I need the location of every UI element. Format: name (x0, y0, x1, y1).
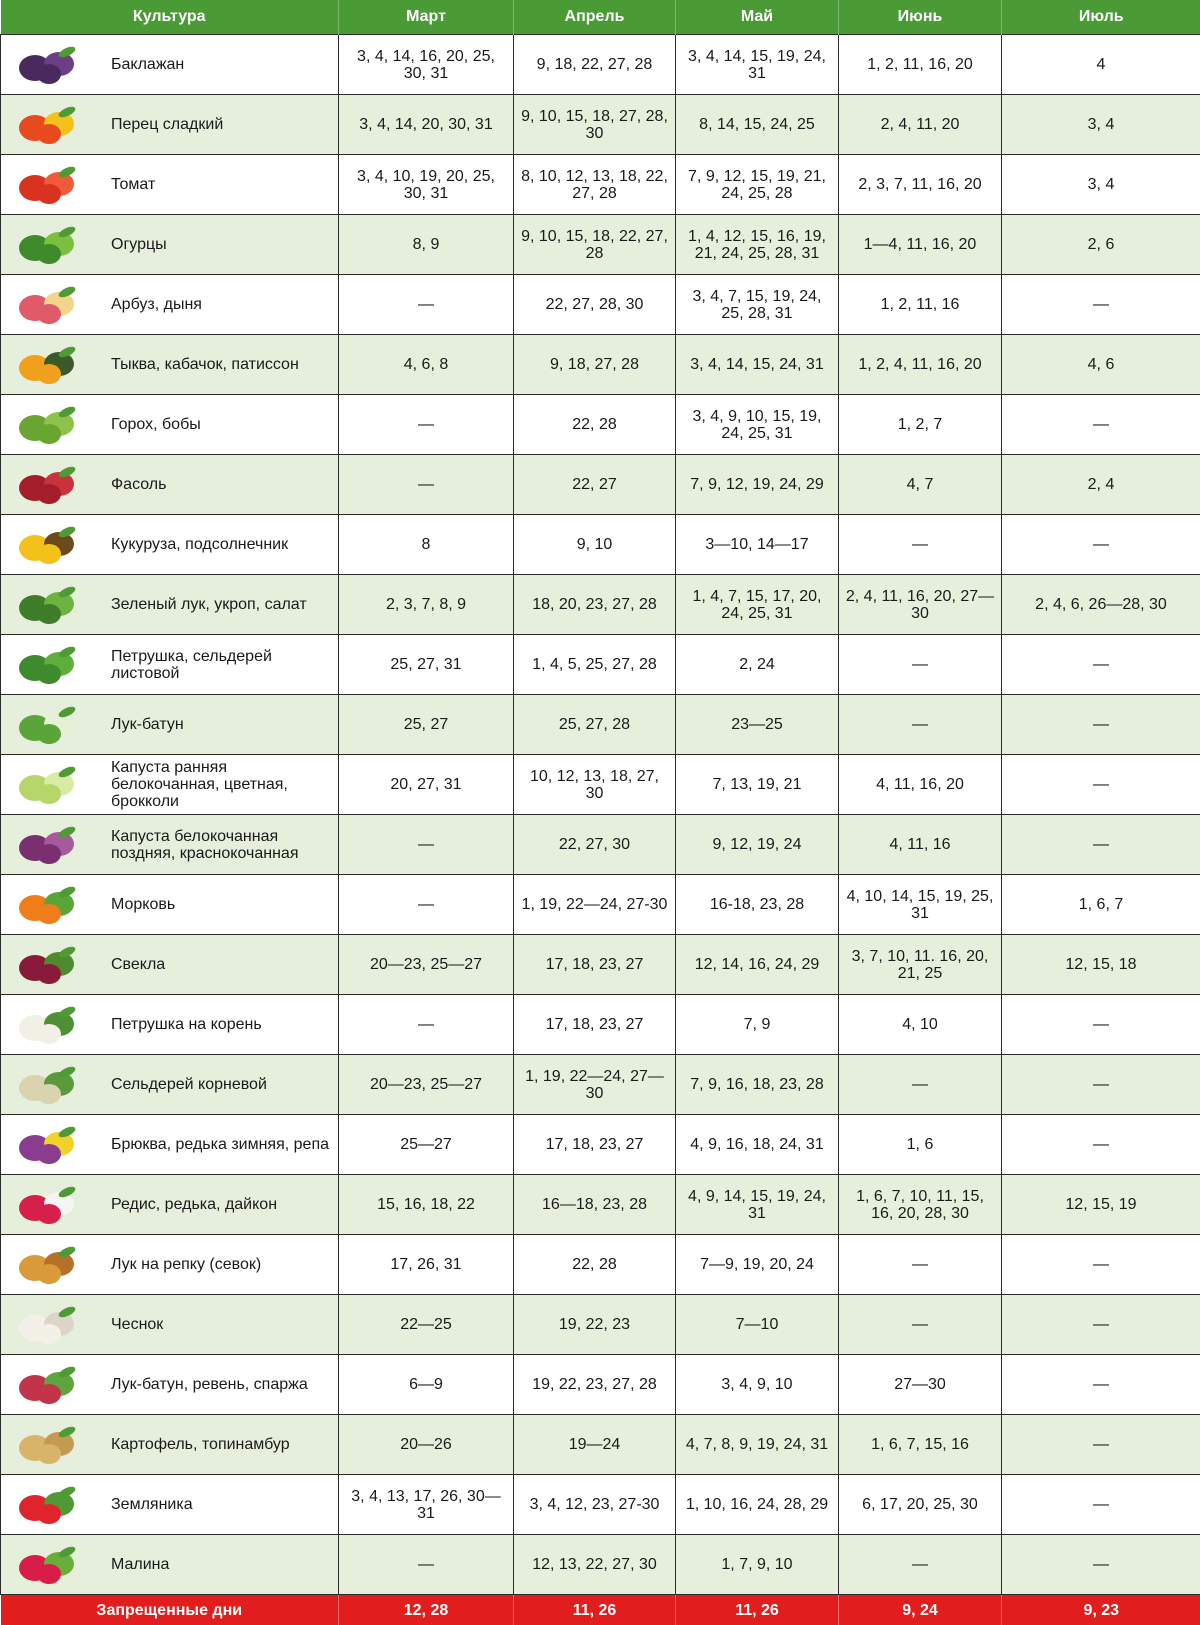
crop-cell (1, 1175, 339, 1235)
dates-april: 9, 18, 22, 27, 28 (514, 35, 676, 95)
crop-name: Лук на репку (севок) (111, 1256, 334, 1273)
dates-april: 17, 18, 23, 27 (514, 995, 676, 1055)
dates-may: 4, 7, 8, 9, 19, 24, 31 (676, 1415, 839, 1475)
dates-june: 4, 7 (839, 455, 1002, 515)
dates-april: 22, 27, 30 (514, 815, 676, 875)
table-row (1, 1235, 1200, 1295)
dates-april: 19—24 (514, 1415, 676, 1475)
header-march: Март (339, 0, 514, 35)
dates-march: 2, 3, 7, 8, 9 (339, 575, 514, 635)
dates-july: — (1002, 995, 1200, 1055)
cabbage-icon (5, 760, 93, 810)
dates-april: 22, 27 (514, 455, 676, 515)
header-may: Май (676, 0, 839, 35)
dates-march: 3, 4, 13, 17, 26, 30—31 (339, 1475, 514, 1535)
table-row (1, 455, 1200, 515)
header-row (1, 0, 1200, 35)
celeriac-icon (5, 1060, 93, 1110)
dates-april: 18, 20, 23, 27, 28 (514, 575, 676, 635)
table-row (1, 1355, 1200, 1415)
dates-may: 7—9, 19, 20, 24 (676, 1235, 839, 1295)
forbidden-days-row (1, 1595, 1200, 1625)
dates-june: 1—4, 11, 16, 20 (839, 215, 1002, 275)
peas-icon (5, 400, 93, 450)
dates-july: — (1002, 635, 1200, 695)
dates-may: 23—25 (676, 695, 839, 755)
dates-july: 2, 4, 6, 26—28, 30 (1002, 575, 1200, 635)
dates-may: 3, 4, 14, 15, 19, 24, 31 (676, 35, 839, 95)
dates-march: 15, 16, 18, 22 (339, 1175, 514, 1235)
table-row (1, 1055, 1200, 1115)
herbs-greens-icon (5, 580, 93, 630)
dates-june: 1, 2, 11, 16 (839, 275, 1002, 335)
dates-july: — (1002, 1535, 1200, 1595)
crop-name: Зеленый лук, укроп, салат (111, 596, 334, 613)
crop-name: Огурцы (111, 236, 334, 253)
dates-march: 3, 4, 10, 19, 20, 25, 30, 31 (339, 155, 514, 215)
crop-cell (1, 575, 339, 635)
crop-name: Томат (111, 176, 334, 193)
table-row (1, 335, 1200, 395)
crop-cell (1, 1055, 339, 1115)
table-row (1, 875, 1200, 935)
header-crop: Культура (1, 0, 339, 35)
dates-march: 3, 4, 14, 20, 30, 31 (339, 95, 514, 155)
dates-may: 3, 4, 9, 10, 15, 19, 24, 25, 31 (676, 395, 839, 455)
dates-march: — (339, 275, 514, 335)
crop-name: Сельдерей корневой (111, 1076, 334, 1093)
dates-march: — (339, 815, 514, 875)
dates-july: — (1002, 1295, 1200, 1355)
crop-cell (1, 1115, 339, 1175)
dates-march: 8 (339, 515, 514, 575)
dates-june: — (839, 635, 1002, 695)
dates-june: — (839, 695, 1002, 755)
dates-may: 1, 7, 9, 10 (676, 1535, 839, 1595)
table-row (1, 155, 1200, 215)
header-july: Июль (1002, 0, 1200, 35)
dates-march: 8, 9 (339, 215, 514, 275)
crop-name: Свекла (111, 956, 334, 973)
dates-may: 16-18, 23, 28 (676, 875, 839, 935)
eggplant-icon (5, 40, 93, 90)
raspberry-icon (5, 1540, 93, 1590)
crop-cell (1, 695, 339, 755)
dates-may: 8, 14, 15, 24, 25 (676, 95, 839, 155)
dates-june: 4, 10, 14, 15, 19, 25, 31 (839, 875, 1002, 935)
table-row (1, 815, 1200, 875)
header-april: Апрель (514, 0, 676, 35)
red-cabbage-icon (5, 820, 93, 870)
dates-july: 3, 4 (1002, 155, 1200, 215)
onion-sets-icon (5, 1240, 93, 1290)
crop-name: Петрушка, сельдерей листовой (111, 648, 334, 682)
dates-march: 4, 6, 8 (339, 335, 514, 395)
turnip-icon (5, 1120, 93, 1170)
crop-cell (1, 995, 339, 1055)
forbidden-label: Запрещенные дни (1, 1595, 339, 1625)
dates-june: 4, 11, 16, 20 (839, 755, 1002, 815)
dates-july: — (1002, 1415, 1200, 1475)
crop-cell (1, 1355, 339, 1415)
dates-may: 3, 4, 7, 15, 19, 24, 25, 28, 31 (676, 275, 839, 335)
crop-cell (1, 1235, 339, 1295)
strawberry-icon (5, 1480, 93, 1530)
dates-april: 12, 13, 22, 27, 30 (514, 1535, 676, 1595)
dates-june: — (839, 1235, 1002, 1295)
dates-june: 2, 4, 11, 20 (839, 95, 1002, 155)
dates-march: 25, 27, 31 (339, 635, 514, 695)
forbidden-july: 9, 23 (1002, 1595, 1200, 1625)
dates-june: — (839, 515, 1002, 575)
dates-june: 4, 11, 16 (839, 815, 1002, 875)
watermelon-melon-icon (5, 280, 93, 330)
dates-april: 19, 22, 23 (514, 1295, 676, 1355)
dates-april: 8, 10, 12, 13, 18, 22, 27, 28 (514, 155, 676, 215)
garlic-icon (5, 1300, 93, 1350)
dates-may: 7, 9, 12, 15, 19, 21, 24, 25, 28 (676, 155, 839, 215)
dates-june: 6, 17, 20, 25, 30 (839, 1475, 1002, 1535)
dates-june: 1, 6, 7, 10, 11, 15, 16, 20, 28, 30 (839, 1175, 1002, 1235)
crop-cell (1, 515, 339, 575)
dates-june: — (839, 1295, 1002, 1355)
table-row (1, 1175, 1200, 1235)
crop-cell (1, 95, 339, 155)
crop-name: Фасоль (111, 476, 334, 493)
dates-april: 10, 12, 13, 18, 27, 30 (514, 755, 676, 815)
table-row (1, 635, 1200, 695)
dates-july: — (1002, 1475, 1200, 1535)
crop-name: Кукуруза, подсолнечник (111, 536, 334, 553)
table-row (1, 995, 1200, 1055)
crop-cell (1, 215, 339, 275)
dates-may: 3—10, 14—17 (676, 515, 839, 575)
dates-april: 1, 19, 22—24, 27—30 (514, 1055, 676, 1115)
table-row (1, 395, 1200, 455)
crop-name: Петрушка на корень (111, 1016, 334, 1033)
dates-march: 3, 4, 14, 16, 20, 25, 30, 31 (339, 35, 514, 95)
dates-may: 1, 4, 12, 15, 16, 19, 21, 24, 25, 28, 31 (676, 215, 839, 275)
crop-cell (1, 1535, 339, 1595)
dates-june: — (839, 1535, 1002, 1595)
dates-march: 20—23, 25—27 (339, 1055, 514, 1115)
dates-april: 9, 10 (514, 515, 676, 575)
table-row (1, 695, 1200, 755)
dates-april: 9, 10, 15, 18, 22, 27, 28 (514, 215, 676, 275)
dates-march: — (339, 455, 514, 515)
dates-april: 3, 4, 12, 23, 27-30 (514, 1475, 676, 1535)
dates-july: 1, 6, 7 (1002, 875, 1200, 935)
table-row (1, 755, 1200, 815)
dates-march: 20, 27, 31 (339, 755, 514, 815)
radish-icon (5, 1180, 93, 1230)
table-row (1, 275, 1200, 335)
crop-name: Тыква, кабачок, патиссон (111, 356, 334, 373)
crop-name: Капуста белокочанная поздняя, краснокочанная (111, 828, 334, 862)
dates-june: 1, 6 (839, 1115, 1002, 1175)
crop-name: Брюква, редька зимняя, репа (111, 1136, 334, 1153)
dates-july: — (1002, 755, 1200, 815)
crop-cell (1, 335, 339, 395)
dates-march: — (339, 875, 514, 935)
dates-may: 7—10 (676, 1295, 839, 1355)
beet-icon (5, 940, 93, 990)
dates-june: 2, 4, 11, 16, 20, 27—30 (839, 575, 1002, 635)
crop-name: Перец сладкий (111, 116, 334, 133)
header-june: Июнь (839, 0, 1002, 35)
dates-july: 3, 4 (1002, 95, 1200, 155)
dates-july: 2, 6 (1002, 215, 1200, 275)
dates-march: 6—9 (339, 1355, 514, 1415)
dates-june: 2, 3, 7, 11, 16, 20 (839, 155, 1002, 215)
table-row (1, 1535, 1200, 1595)
forbidden-may: 11, 26 (676, 1595, 839, 1625)
crop-name: Горох, бобы (111, 416, 334, 433)
cucumber-icon (5, 220, 93, 270)
dates-march: — (339, 1535, 514, 1595)
crop-name: Лук-батун, ревень, спаржа (111, 1376, 334, 1393)
crop-cell (1, 35, 339, 95)
table-row (1, 1475, 1200, 1535)
crop-cell (1, 395, 339, 455)
dates-june: 1, 2, 4, 11, 16, 20 (839, 335, 1002, 395)
forbidden-june: 9, 24 (839, 1595, 1002, 1625)
dates-july: — (1002, 515, 1200, 575)
dates-april: 1, 19, 22—24, 27-30 (514, 875, 676, 935)
table-row (1, 1115, 1200, 1175)
table-row (1, 215, 1200, 275)
dates-may: 4, 9, 14, 15, 19, 24, 31 (676, 1175, 839, 1235)
dates-april: 16—18, 23, 28 (514, 1175, 676, 1235)
crop-name: Картофель, топинамбур (111, 1436, 334, 1453)
crop-name: Малина (111, 1556, 334, 1573)
dates-june: 4, 10 (839, 995, 1002, 1055)
table-row (1, 935, 1200, 995)
dates-april: 22, 28 (514, 1235, 676, 1295)
crop-name: Капуста ранняя белокочанная, цветная, брокколи (111, 759, 334, 810)
dates-july: 4, 6 (1002, 335, 1200, 395)
rhubarb-asparagus-icon (5, 1360, 93, 1410)
dates-march: 20—26 (339, 1415, 514, 1475)
dates-june: 3, 7, 10, 11. 16, 20, 21, 25 (839, 935, 1002, 995)
carrot-icon (5, 880, 93, 930)
crop-cell (1, 155, 339, 215)
kidney-beans-icon (5, 460, 93, 510)
green-onion-icon (5, 700, 93, 750)
dates-march: 17, 26, 31 (339, 1235, 514, 1295)
dates-may: 7, 13, 19, 21 (676, 755, 839, 815)
dates-april: 25, 27, 28 (514, 695, 676, 755)
dates-july: — (1002, 1355, 1200, 1415)
crop-cell (1, 275, 339, 335)
dates-july: — (1002, 395, 1200, 455)
dates-march: 25, 27 (339, 695, 514, 755)
table-row (1, 95, 1200, 155)
crop-cell (1, 1475, 339, 1535)
potato-icon (5, 1420, 93, 1470)
bell-pepper-icon (5, 100, 93, 150)
dates-march: — (339, 995, 514, 1055)
dates-july: 12, 15, 18 (1002, 935, 1200, 995)
dates-july: — (1002, 1055, 1200, 1115)
dates-july: — (1002, 1115, 1200, 1175)
table-row (1, 35, 1200, 95)
dates-july: — (1002, 1235, 1200, 1295)
crop-cell (1, 1295, 339, 1355)
crop-name: Морковь (111, 896, 334, 913)
crop-name: Чеснок (111, 1316, 334, 1333)
crop-cell (1, 1415, 339, 1475)
dates-march: 22—25 (339, 1295, 514, 1355)
dates-july: 4 (1002, 35, 1200, 95)
crop-cell (1, 755, 339, 815)
dates-april: 17, 18, 23, 27 (514, 1115, 676, 1175)
crop-cell (1, 455, 339, 515)
dates-may: 7, 9 (676, 995, 839, 1055)
crop-cell (1, 875, 339, 935)
dates-may: 2, 24 (676, 635, 839, 695)
dates-may: 3, 4, 9, 10 (676, 1355, 839, 1415)
dates-may: 1, 4, 7, 15, 17, 20, 24, 25, 31 (676, 575, 839, 635)
dates-june: 1, 2, 11, 16, 20 (839, 35, 1002, 95)
table-row (1, 1295, 1200, 1355)
dates-may: 12, 14, 16, 24, 29 (676, 935, 839, 995)
parsley-icon (5, 640, 93, 690)
dates-march: 25—27 (339, 1115, 514, 1175)
crop-name: Баклажан (111, 56, 334, 73)
dates-april: 1, 4, 5, 25, 27, 28 (514, 635, 676, 695)
dates-june: 1, 6, 7, 15, 16 (839, 1415, 1002, 1475)
dates-may: 3, 4, 14, 15, 24, 31 (676, 335, 839, 395)
dates-march: 20—23, 25—27 (339, 935, 514, 995)
table-body (1, 35, 1200, 1595)
crop-name: Лук-батун (111, 716, 334, 733)
table-row (1, 575, 1200, 635)
dates-april: 19, 22, 23, 27, 28 (514, 1355, 676, 1415)
parsley-root-icon (5, 1000, 93, 1050)
dates-july: — (1002, 275, 1200, 335)
dates-april: 9, 10, 15, 18, 27, 28, 30 (514, 95, 676, 155)
dates-may: 7, 9, 16, 18, 23, 28 (676, 1055, 839, 1115)
crop-name: Редис, редька, дайкон (111, 1196, 334, 1213)
dates-april: 22, 28 (514, 395, 676, 455)
dates-april: 9, 18, 27, 28 (514, 335, 676, 395)
crop-name: Арбуз, дыня (111, 296, 334, 313)
forbidden-april: 11, 26 (514, 1595, 676, 1625)
dates-may: 7, 9, 12, 19, 24, 29 (676, 455, 839, 515)
dates-june: — (839, 1055, 1002, 1115)
dates-july: 12, 15, 19 (1002, 1175, 1200, 1235)
dates-june: 1, 2, 7 (839, 395, 1002, 455)
crop-cell (1, 935, 339, 995)
dates-april: 22, 27, 28, 30 (514, 275, 676, 335)
table-row (1, 515, 1200, 575)
forbidden-march: 12, 28 (339, 1595, 514, 1625)
dates-july: — (1002, 815, 1200, 875)
crop-cell (1, 635, 339, 695)
dates-june: 27—30 (839, 1355, 1002, 1415)
crop-name: Земляника (111, 1496, 334, 1513)
dates-july: 2, 4 (1002, 455, 1200, 515)
dates-may: 4, 9, 16, 18, 24, 31 (676, 1115, 839, 1175)
dates-may: 1, 10, 16, 24, 28, 29 (676, 1475, 839, 1535)
crop-cell (1, 815, 339, 875)
table-row (1, 1415, 1200, 1475)
dates-april: 17, 18, 23, 27 (514, 935, 676, 995)
corn-sunflower-icon (5, 520, 93, 570)
dates-march: — (339, 395, 514, 455)
dates-may: 9, 12, 19, 24 (676, 815, 839, 875)
pumpkin-squash-icon (5, 340, 93, 390)
tomato-icon (5, 160, 93, 210)
dates-july: — (1002, 695, 1200, 755)
